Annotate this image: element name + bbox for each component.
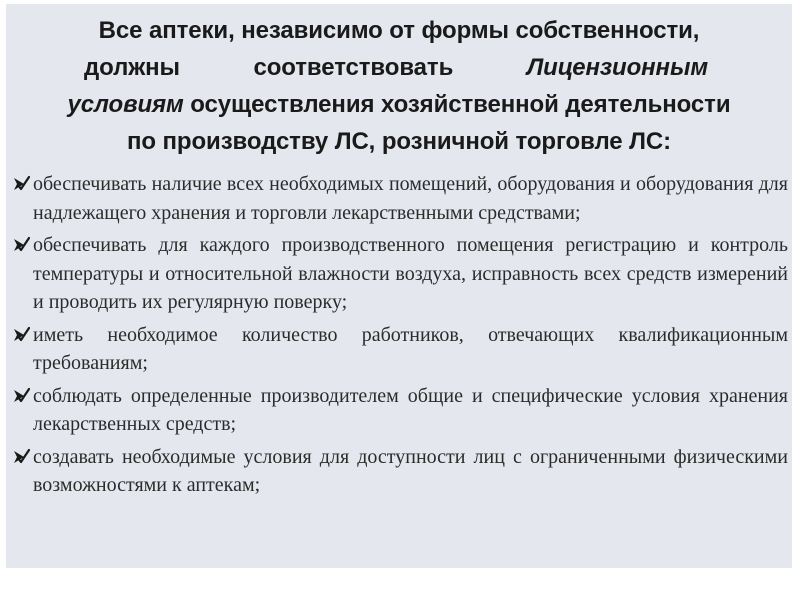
list-item-text: соблюдать определенные производителем общие и специфические условия хранения лекарственных средств;	[33, 384, 788, 435]
title-line-2-left: должны соответствовать	[84, 54, 454, 81]
title-line-3-rest: осуществления хозяйственной деятельности	[183, 91, 731, 118]
checkmark-arrow-bullet-icon	[12, 325, 30, 345]
list-item-text: обеспечивать наличие всех необходимых помещений, оборудования и оборудования для надлежащего хранения и торговли лекарственными средствами;	[33, 173, 788, 224]
title-line-3	[16, 86, 782, 123]
list-item-text: обеспечивать для каждого производственного помещения регистрацию и контроль температуры и относительной влажности воздуха, исправность всех средств измерений и проводить их регулярную поверку;	[33, 234, 788, 313]
list-item-text: создавать необходимые условия для доступности лиц с ограниченными физическими возможностями к аптекам;	[33, 445, 788, 496]
checkmark-arrow-bullet-icon	[12, 174, 30, 194]
list-item	[12, 231, 788, 317]
title-line-3-italic: условиям	[67, 91, 184, 118]
slide-title	[16, 12, 782, 160]
list-item	[12, 382, 788, 439]
checkmark-arrow-bullet-icon	[12, 235, 30, 255]
list-item-text: иметь необходимое количество работников, отвечающих квалификационным требованиям;	[33, 323, 788, 374]
title-line-2-right: Лицензионным	[526, 54, 708, 81]
checkmark-arrow-bullet-icon	[12, 447, 30, 467]
title-line-1: Все аптеки, независимо от формы собственности,	[98, 17, 700, 44]
list-item	[12, 443, 788, 500]
slide-content-area	[6, 4, 792, 568]
checkmark-arrow-bullet-icon	[12, 386, 30, 406]
title-line-4: по производству ЛС, розничной торговле ЛС:	[127, 128, 671, 155]
title-line-2	[16, 49, 782, 86]
list-item	[12, 321, 788, 378]
list-item	[12, 170, 788, 227]
requirements-list	[12, 170, 788, 504]
